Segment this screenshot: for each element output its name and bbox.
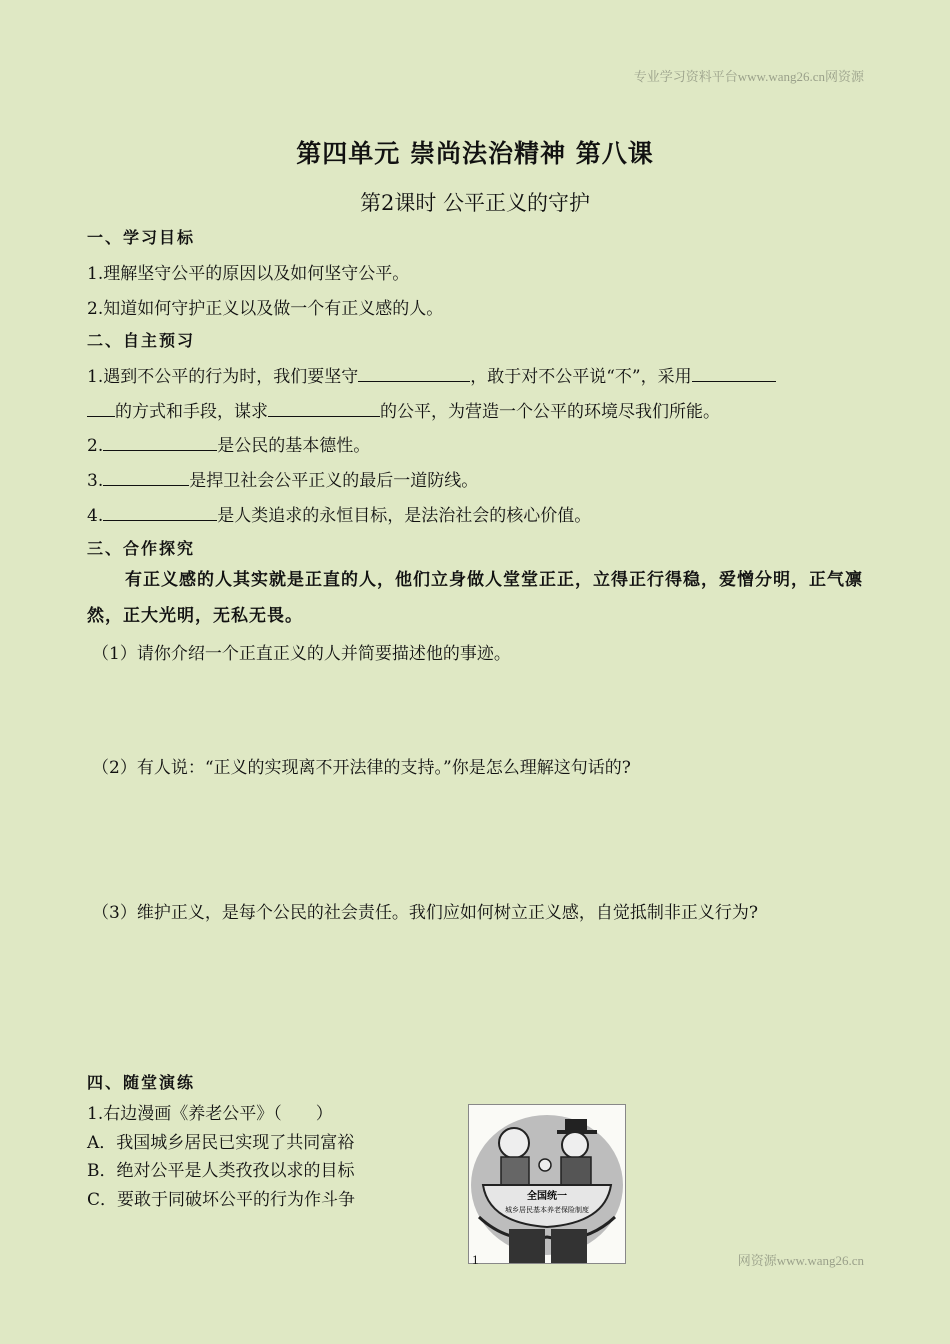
- preview-q1-text-c: 的方式和手段，谋求: [115, 402, 268, 422]
- section-heading-preview: 二、自主预习: [87, 331, 196, 350]
- cartoon-label-1: 全国统一: [527, 1191, 567, 1202]
- section-heading-explore: 三、合作探究: [87, 539, 196, 558]
- question-text: 是公民的基本德性。: [217, 436, 371, 456]
- preview-q4: [87, 501, 591, 526]
- question-text: 是人类追求的永恒目标，是法治社会的核心价值。: [217, 506, 592, 526]
- preview-q1-text-b: ，敢于对不公平说“不”，采用: [470, 367, 692, 387]
- question-text: 是捍卫社会公平正义的最后一道防线。: [189, 471, 479, 491]
- practice-option-a: A．我国城乡居民已实现了共同富裕: [87, 1133, 355, 1153]
- practice-question-1: 1.右边漫画《养老公平》（ ）: [87, 1104, 333, 1124]
- fill-blank[interactable]: [692, 363, 776, 382]
- preview-q1-line2: [87, 397, 720, 422]
- practice-option-b: B．绝对公平是人类孜孜以求的目标: [87, 1161, 355, 1181]
- explore-paragraph: 有正义感的人其实就是正直的人，他们立身做人堂堂正正，立得正行得稳，爱憎分明，正气凛然，正大光明，无私无畏。: [87, 570, 863, 626]
- preview-q1-text-a: 1.遇到不公平的行为时，我们要坚守: [87, 367, 359, 387]
- fill-blank[interactable]: [268, 398, 380, 417]
- fill-blank[interactable]: [358, 363, 470, 382]
- question-number: 4.: [87, 506, 104, 526]
- fill-blank[interactable]: [103, 502, 217, 521]
- preview-q3: [87, 466, 478, 491]
- watermark-bottom: 网资源www.wang26.cn: [737, 1253, 864, 1268]
- section-heading-goals: 一、学习目标: [87, 228, 196, 247]
- page-title: 第四单元 崇尚法治精神 第八课: [296, 139, 654, 168]
- pension-cartoon-image: [468, 1104, 626, 1264]
- fill-blank[interactable]: [87, 398, 115, 417]
- explore-question-3: （3）维护正义，是每个公民的社会责任。我们应如何树立正义感，自觉抵制非正义行为?: [92, 903, 758, 923]
- preview-q2: [87, 431, 370, 456]
- watermark-top: 专业学习资料平台www.wang26.cn网资源: [633, 69, 864, 84]
- goal-item-1: 1.理解坚守公平的原因以及如何坚守公平。: [87, 264, 410, 284]
- section-heading-practice: 四、随堂演练: [87, 1073, 196, 1092]
- page-subtitle: 第2课时 公平正义的守护: [359, 191, 591, 215]
- preview-q1-line1: [87, 362, 776, 387]
- fill-blank[interactable]: [103, 432, 217, 451]
- explore-question-2: （2）有人说：“正义的实现离不开法律的支持。”你是怎么理解这句话的?: [92, 758, 631, 778]
- fill-blank[interactable]: [103, 467, 189, 486]
- question-number: 3.: [87, 471, 104, 491]
- explore-question-1: （1）请你介绍一个正直正义的人并简要描述他的事迹。: [92, 644, 511, 664]
- cartoon-label-2: 城乡居民基本养老保险制度: [505, 1206, 589, 1214]
- practice-option-c: C．要敢于同破坏公平的行为作斗争: [87, 1190, 356, 1210]
- page-number: 1: [472, 1252, 479, 1267]
- preview-q1-text-d: 的公平，为营造一个公平的环境尽我们所能。: [380, 402, 720, 422]
- goal-item-2: 2.知道如何守护正义以及做一个有正义感的人。: [87, 299, 444, 319]
- question-number: 2.: [87, 436, 104, 456]
